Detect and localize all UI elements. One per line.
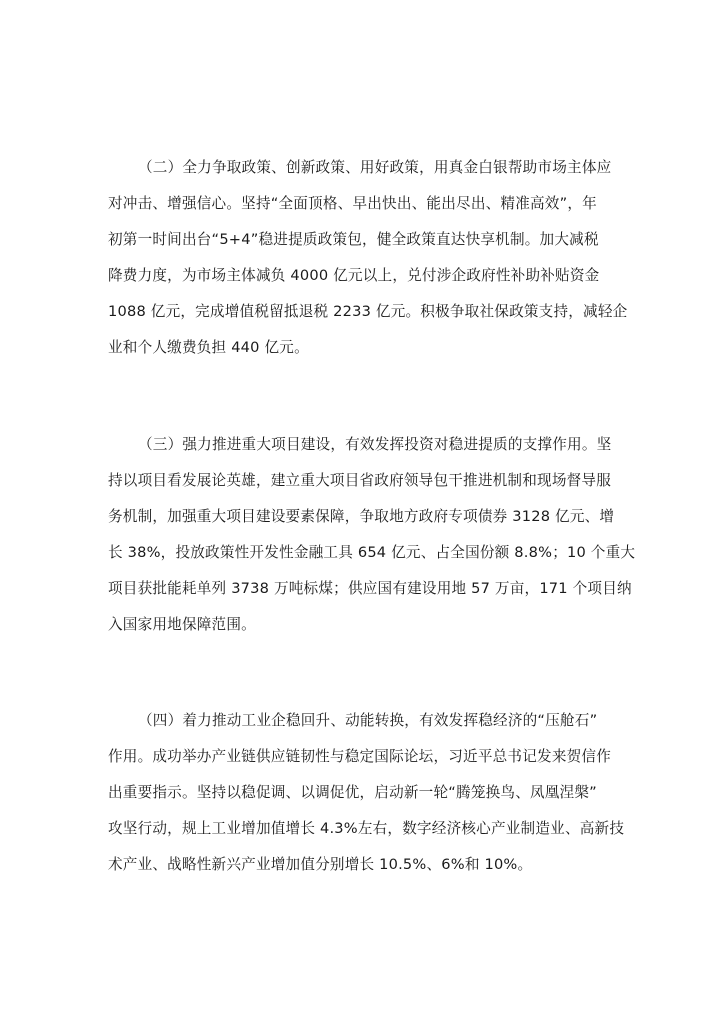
paragraph-line: 术产业、战略性新兴产业增加值分别增长 10.5%、6%和 10%。: [108, 856, 533, 873]
paragraph-line: 对冲击、增强信心。坚持“全面顶格、早出快出、能出尽出、精准高效”，年: [108, 195, 597, 212]
paragraph-line: 出重要指示。坚持以稳促调、以调促优，启动新一轮“腾笼换鸟、凤凰涅槃”: [108, 784, 597, 801]
paragraph-line: 长 38%，投放政策性开发性金融工具 654 亿元、占全国份额 8.8%；10 个重大: [108, 544, 636, 561]
paragraph-line: 持以项目看发展论英雄，建立重大项目省政府领导包干推进机制和现场督导服: [108, 472, 611, 489]
paragraph-line: 项目获批能耗单列 3738 万吨标煤；供应国有建设用地 57 万亩，171 个项目纳: [108, 580, 632, 597]
paragraph-line: （二）全力争取政策、创新政策、用好政策，用真金白银帮助市场主体应: [138, 159, 612, 176]
paragraph-line: 入国家用地保障范围。: [108, 616, 256, 633]
paragraph-line: 业和个人缴费负担 440 亿元。: [108, 339, 309, 356]
paragraph-line: 作用。成功举办产业链供应链韧性与稳定国际论坛，习近平总书记发来贺信作: [108, 748, 611, 765]
paragraph-line: （三）强力推进重大项目建设，有效发挥投资对稳进提质的支撑作用。坚: [138, 436, 612, 453]
paragraph-line: 攻坚行动，规上工业增加值增长 4.3%左右，数字经济核心产业制造业、高新技: [108, 820, 625, 837]
paragraph-line: 务机制，加强重大项目建设要素保障，争取地方政府专项债券 3128 亿元、增: [108, 508, 615, 525]
paragraph-line: 初第一时间出台“5+4”稳进提质政策包，健全政策直达快享机制。加大减税: [108, 231, 599, 248]
paragraph-line: 1088 亿元，完成增值税留抵退税 2233 亿元。积极争取社保政策支持，减轻企: [108, 303, 628, 320]
paragraph-line: （四）着力推动工业企稳回升、动能转换，有效发挥稳经济的“压舱石”: [138, 712, 598, 729]
paragraph-line: 降费力度，为市场主体减负 4000 亿元以上，兑付涉企政府性补助补贴资金: [108, 267, 600, 284]
